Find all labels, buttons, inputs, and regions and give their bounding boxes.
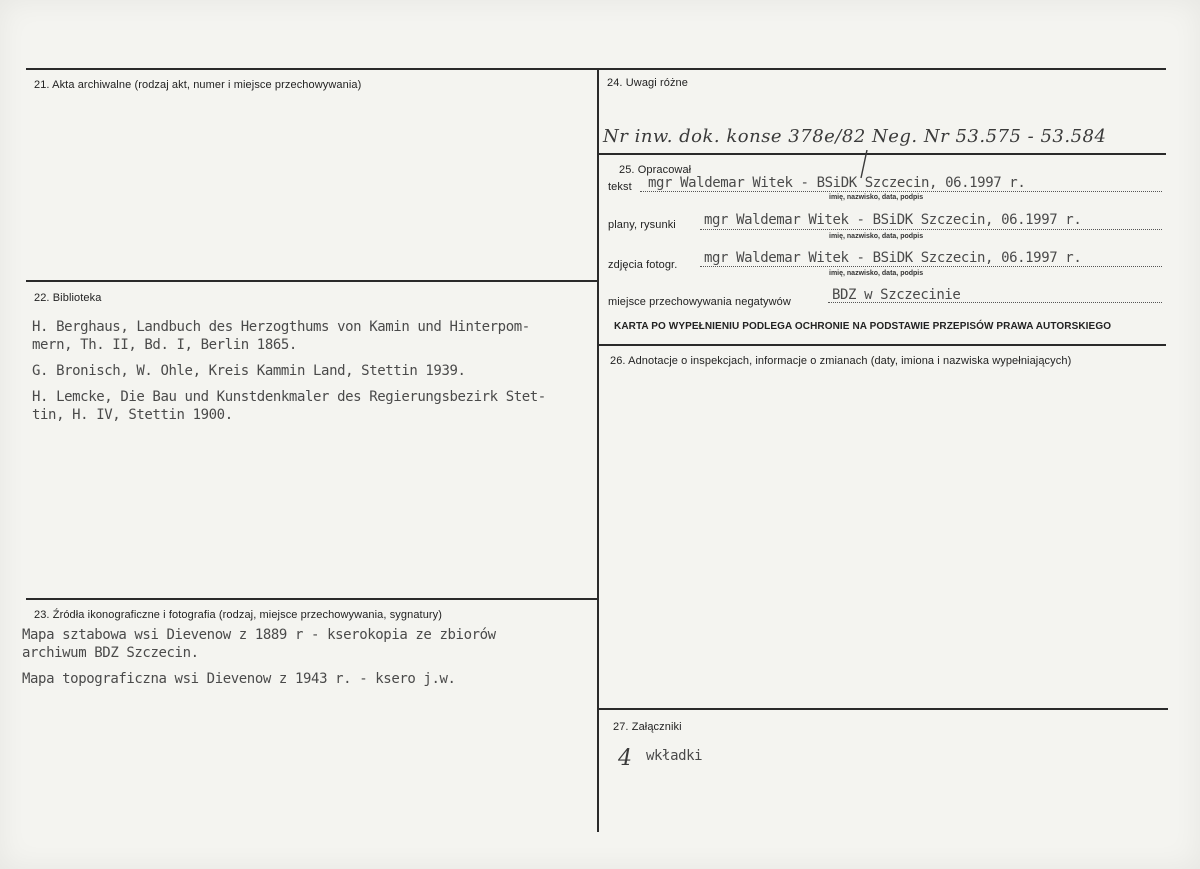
text-author-label: tekst [608,181,632,193]
section-21-label: 21. Akta archiwalne (rodzaj akt, numer i miejsce przechowywania) [34,79,362,91]
text-author-value: mgr Waldemar Witek - BSiDK Szczecin, 06.1997 r. [648,175,1026,191]
iconography-entry-1a: Mapa sztabowa wsi Dievenow z 1889 r - kserokopia ze zbiorów [22,627,496,643]
top-border [26,68,1166,70]
section-22-label: 22. Biblioteka [34,292,102,304]
negatives-location-label: miejsce przechowywania negatywów [608,296,791,308]
section-24-label: 24. Uwagi różne [607,77,688,89]
bibliography-entry-1a: H. Berghaus, Landbuch des Herzogthums von Kamin und Hinterpom- [32,319,530,335]
attachments-count: 4 [618,746,632,771]
text-author-caption: imię, nazwisko, data, podpis [829,194,924,201]
plans-author-label: plany, rysunki [608,219,676,231]
divider-25-26 [598,344,1166,346]
center-divider [597,68,599,832]
iconography-entry-2: Mapa topograficzna wsi Dievenow z 1943 r. - ksero j.w. [22,671,456,687]
negatives-location-value: BDZ w Szczecinie [832,287,961,303]
photos-author-caption: imię, nazwisko, data, podpis [829,270,924,277]
section-26-label: 26. Adnotacje o inspekcjach, informacje o zmianach (daty, imiona i nazwiska wypełniających) [610,355,1072,367]
plans-author-line [700,229,1162,230]
divider-22-23 [26,598,598,600]
bibliography-entry-1b: mern, Th. II, Bd. I, Berlin 1865. [32,337,297,353]
section-23-label: 23. Źródła ikonograficzne i fotografia (rodzaj, miejsce przechowywania, sygnatury) [34,609,443,621]
plans-author-value: mgr Waldemar Witek - BSiDK Szczecin, 06.1997 r. [704,212,1082,228]
bibliography-entry-2: G. Bronisch, W. Ohle, Kreis Kammin Land, Stettin 1939. [32,363,466,379]
divider-21-22 [26,280,598,282]
handwritten-inventory-note: Nr inw. dok. konse 378e/82 Neg. Nr 53.575 - 53.584 [603,126,1107,147]
plans-author-caption: imię, nazwisko, data, podpis [829,233,924,240]
photos-author-value: mgr Waldemar Witek - BSiDK Szczecin, 06.1997 r. [704,250,1082,266]
section-27-label: 27. Załączniki [613,721,682,733]
bibliography-entry-3a: H. Lemcke, Die Bau und Kunstdenkmaler des Regierungsbezirk Stet- [32,389,546,405]
divider-26-27 [598,708,1168,710]
bibliography-entry-3b: tin, H. IV, Stettin 1900. [32,407,233,423]
section-25-label: 25. Opracował [619,164,692,176]
copyright-notice: KARTA PO WYPEŁNIENIU PODLEGA OCHRONIE NA PODSTAWIE PRZEPISÓW PRAWA AUTORSKIEGO [614,321,1112,332]
iconography-entry-1b: archiwum BDZ Szczecin. [22,645,199,661]
photos-author-label: zdjęcia fotogr. [608,259,678,271]
attachments-value: wkładki [646,748,703,764]
